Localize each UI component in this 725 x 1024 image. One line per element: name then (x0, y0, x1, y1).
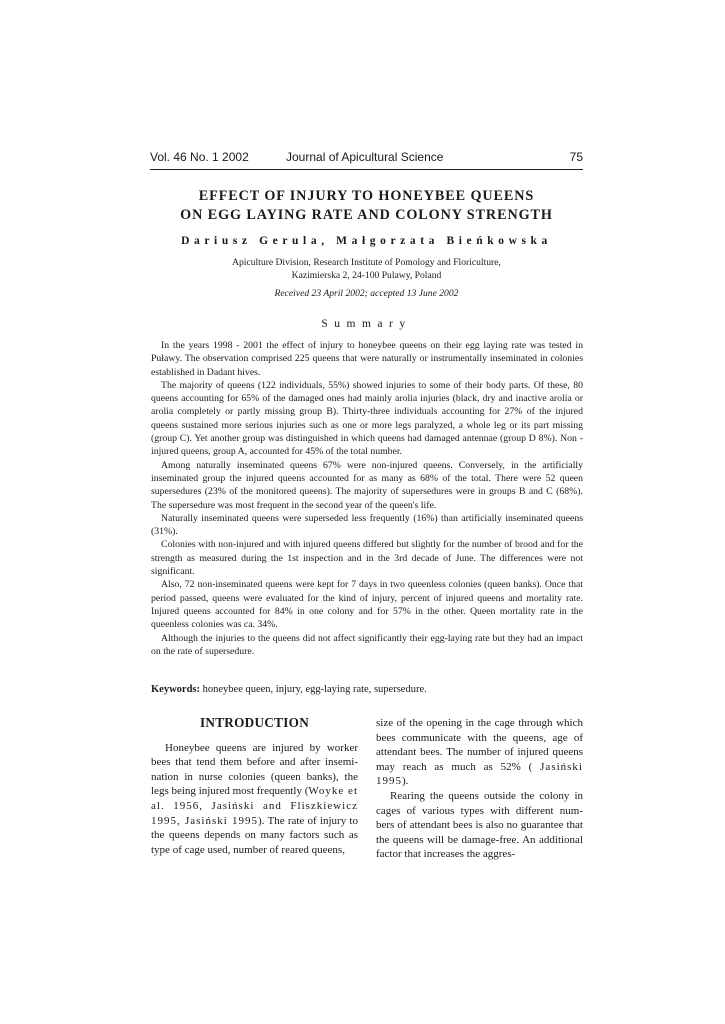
summary-paragraph: The majority of queens (122 individuals, 55%) showed injuries to some of their body parts. Of these, 80 queens accounting for 65% of the damaged ones had mainly arolia injuries (black, dry and inactive arolia or arolia completely or partly missing group B). Thirty-three individuals accounting for 27% of the injured queens sustained more serious injuries such as one or more legs paralyzed, a whole leg or its part missing (group C). Yet another group was distinguished in which queens had damaged antennae (group D 8%). Non -injured queens, group A, accounted for 45% of the total number. (151, 379, 583, 458)
affiliation-line-2: Kazimierska 2, 24-100 Pulawy, Poland (291, 269, 442, 281)
header-rule (150, 169, 583, 170)
keywords-label: Keywords: (151, 684, 200, 695)
intro-text: ). (402, 775, 409, 788)
intro-paragraph-2: Rearing the queens outside the colony in cages of various types with different num- bers of attendant bees is also no guarantee that the queens will be damage-free. An additional factor that increases the aggres- (376, 789, 583, 861)
intro-text: Honeybee queens are injured by worker bees that tend them before and after insemi- nation in nurse colonies (queen banks), the legs being injured most frequently ( (151, 741, 358, 798)
summary-paragraph: Naturally inseminated queens were superseded less frequently (16%) than artificially inseminated queens (31%). (151, 512, 583, 538)
summary-paragraph: Although the injuries to the queens did not affect significantly their egg-laying rate but they had an impact on the rate of supersedure. (151, 632, 583, 657)
citation: Jasiński 1995 (376, 760, 583, 788)
intro-column-left (151, 716, 358, 857)
authors: Dariusz Gerula, Małgorzata Bieńkowska (181, 235, 552, 247)
title-line-1: EFFECT OF INJURY TO HONEYBEE QUEENS (198, 188, 535, 204)
keywords (151, 684, 583, 695)
page-number: 75 (569, 150, 583, 164)
received-dates: Received 23 April 2002; accepted 13 June 2002 (274, 288, 459, 299)
summary-paragraph: Also, 72 non-inseminated queens were kept for 7 days in two queenless colonies (queen banks). Once that period passed, queens were evaluated for the kind of injury, percent of injured queens and mortality rate. Injured queens accounted for 84% in one colony and for 57% in the other. Queen mortality rate in the queenless colonies was ca. 34%. (151, 579, 583, 631)
summary-paragraph: In the years 1998 - 2001 the effect of injury to honeybee queens on their egg laying rate was tested in Puławy. The observation comprised 225 queens that were naturally or instrumentally inseminated in colonies established in Dadant hives. (151, 340, 583, 378)
paper-title (150, 187, 583, 225)
intro-text: ). The rate of injury to the queens depends on many factors such as type of cage used, number of reared queens, (151, 814, 358, 856)
journal-name: Journal of Apicultural Science (286, 150, 444, 164)
intro-text: size of the opening in the cage through which bees communicate with the queens, age of attendant bees. The number of injured queens may reach as much as 52% ( (376, 717, 583, 773)
citation: Woyke et al. 1956, Jasiński and Fliszkiewicz 1995, Jasiński 1995 (151, 785, 358, 827)
title-line-2: ON EGG LAYING RATE AND COLONY STRENGTH (180, 207, 553, 223)
keywords-text: honeybee queen, injury, egg-laying rate, supersedure. (200, 684, 427, 695)
journal-volume: Vol. 46 No. 1 2002 (150, 150, 249, 164)
summary-body (151, 339, 583, 658)
summary-paragraph: Colonies with non-injured and with injured queens differed but slightly for the number of brood and for the strength as measured during the 1st inspection and in the 3rd decade of June. The differences were not significant. (151, 539, 583, 578)
summary-paragraph: Among naturally inseminated queens 67% were non-injured queens. Conversely, in the artificially inseminated group the injured queens accounted for as many as 68% of the total. There were 52 queen supersedures (23% of the monitored queens). The majority of supersedures were in groups B and C (68%). The supersedure was most frequent in the second year of the queen's life. (151, 459, 583, 511)
intro-paragraph-1 (151, 741, 358, 858)
introduction-heading: INTRODUCTION (199, 715, 310, 730)
summary-heading: Summary (321, 318, 412, 330)
affiliation (150, 257, 583, 282)
running-header (150, 149, 583, 167)
intro-column-right (376, 716, 583, 862)
intro-paragraph-1-continued (376, 716, 583, 789)
affiliation-line-1: Apiculture Division, Research Institute of Pomology and Floriculture, (232, 257, 501, 268)
